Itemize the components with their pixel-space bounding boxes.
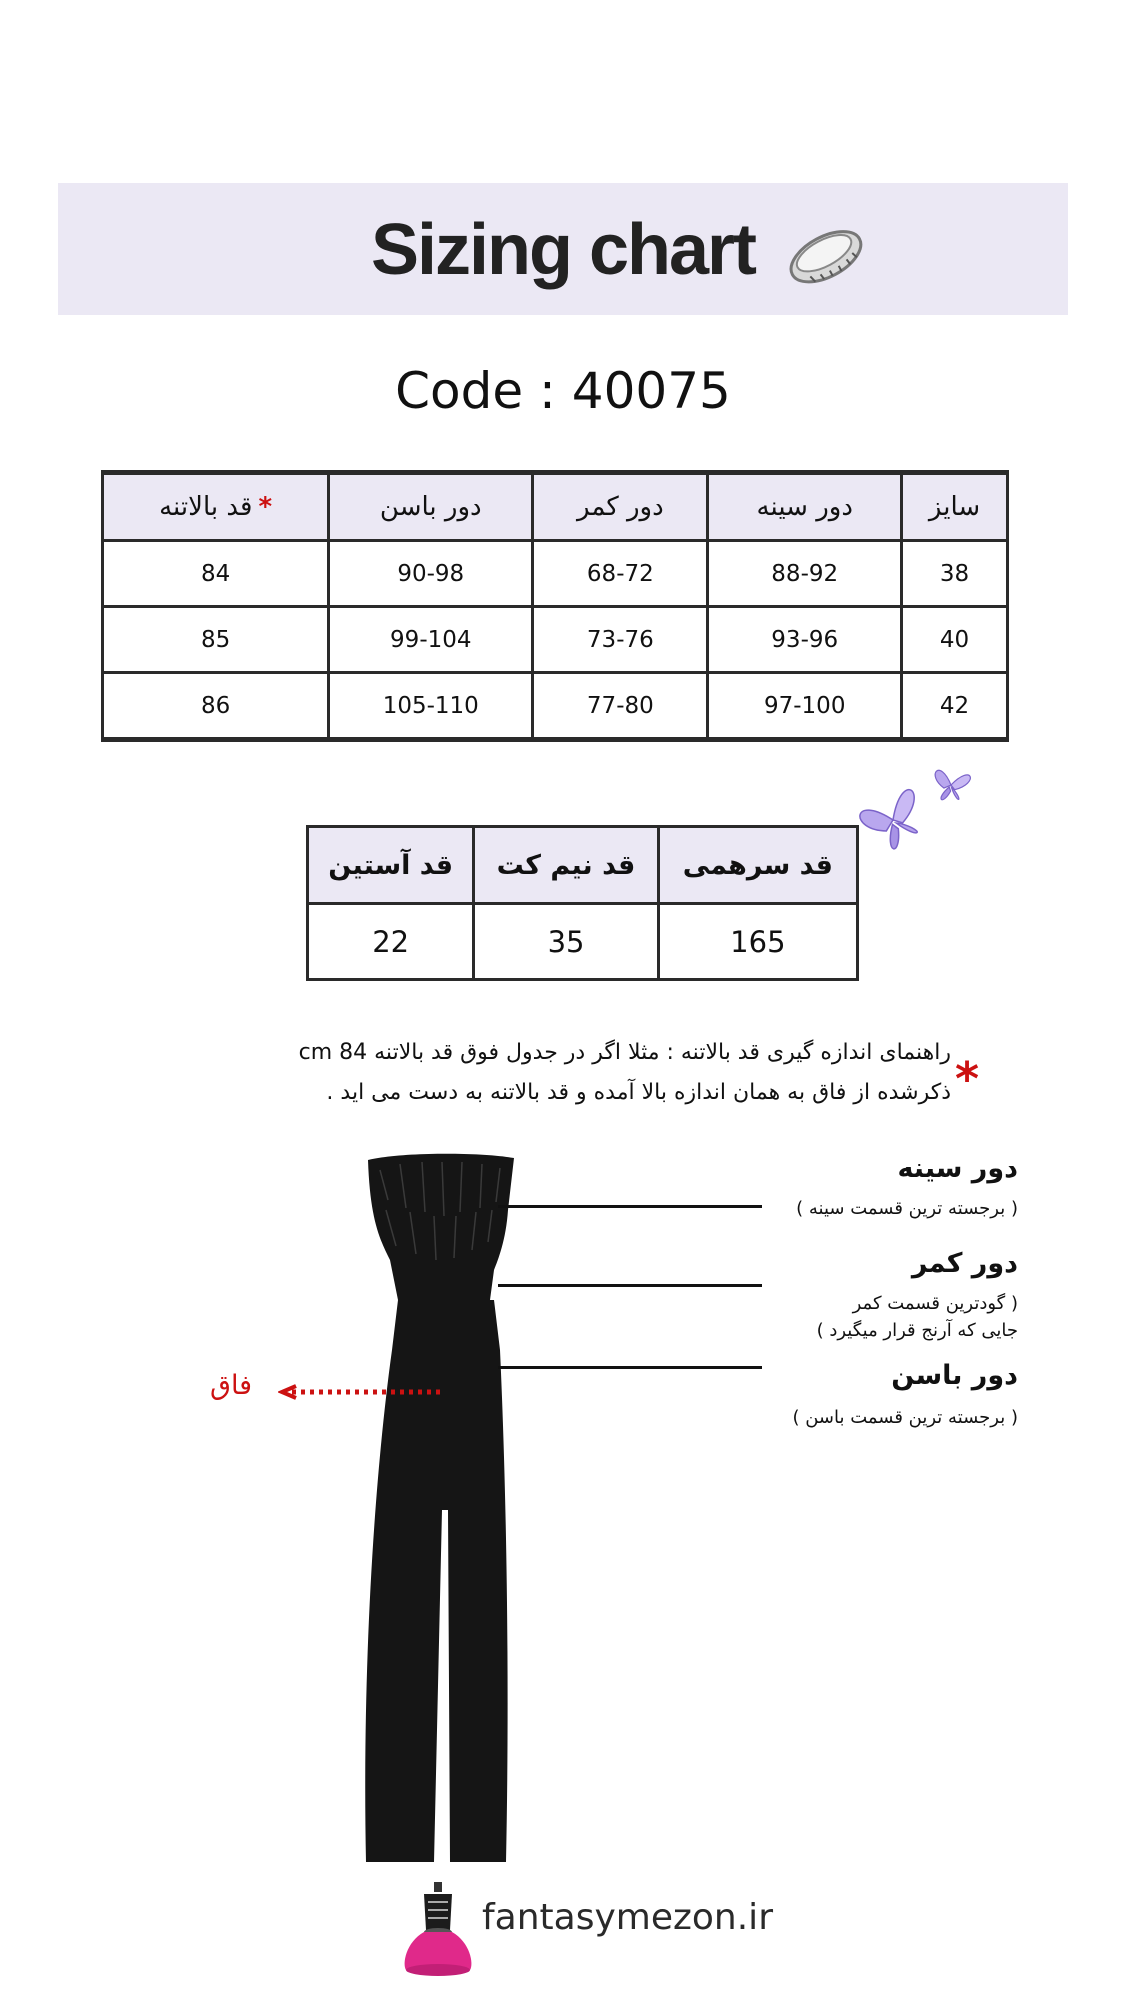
- header-torso-length: [103, 473, 329, 541]
- table-cell: 93-96: [708, 607, 902, 673]
- table-cell: 38: [902, 541, 1008, 607]
- table-row: [103, 607, 1008, 673]
- hip-description: ( برجسته ترین قسمت باسن ): [792, 1407, 1018, 1428]
- crotch-label: فاق: [210, 1370, 253, 1401]
- table-cell: 105-110: [329, 673, 533, 740]
- header-hip: دور باسن: [329, 473, 533, 541]
- header-size: سایز: [902, 473, 1008, 541]
- table-cell: 40: [902, 607, 1008, 673]
- note-asterisk-icon: *: [955, 1052, 980, 1106]
- note-line-2: ذکرشده از فاق به همان اندازه بالا آمده و قد بالاتنه به دست می اید .: [326, 1080, 951, 1105]
- chest-title: دور سینه: [897, 1153, 1018, 1184]
- asterisk-icon: *: [258, 492, 273, 522]
- jumpsuit-figure: [330, 1150, 560, 1870]
- chest-guide-line: [498, 1205, 762, 1208]
- measuring-tape-icon: [780, 219, 870, 291]
- table-cell: 90-98: [329, 541, 533, 607]
- header-torso-length-label: قد بالاتنه: [159, 492, 253, 522]
- table-cell: 42: [902, 673, 1008, 740]
- banner-title: Sizing chart: [370, 210, 756, 290]
- waist-guide-line: [498, 1284, 762, 1287]
- size-table: [101, 470, 1009, 742]
- table-cell: 84: [103, 541, 329, 607]
- note-line-1: راهنمای اندازه گیری قد بالاتنه : مثلا اگر در جدول فوق قد بالاتنه 84 cm: [298, 1040, 951, 1065]
- dress-logo-icon: [398, 1878, 478, 1978]
- chest-description: ( برجسته ترین قسمت سینه ): [796, 1198, 1018, 1219]
- table-cell: 165: [658, 904, 857, 980]
- header-jumpsuit-length: قد سرهمی: [658, 827, 857, 904]
- waist-description-2: جایی که آرنج قرار میگیرد ): [816, 1320, 1018, 1341]
- header-chest: دور سینه: [708, 473, 902, 541]
- waist-title: دور کمر: [911, 1248, 1018, 1279]
- crotch-arrow-icon: [278, 1372, 448, 1412]
- table-cell: 73-76: [533, 607, 708, 673]
- size-table-header-row: [103, 473, 1008, 541]
- product-code: Code : 40075: [395, 362, 731, 420]
- table-cell: 86: [103, 673, 329, 740]
- length-table-header-row: [308, 827, 858, 904]
- header-waist: دور کمر: [533, 473, 708, 541]
- hip-title: دور باسن: [891, 1360, 1018, 1391]
- sizing-chart-banner: [58, 183, 1068, 315]
- table-cell: 88-92: [708, 541, 902, 607]
- hip-guide-line: [498, 1366, 762, 1369]
- table-cell: 97-100: [708, 673, 902, 740]
- header-half-coat-length: قد نیم کت: [474, 827, 658, 904]
- table-cell: 22: [308, 904, 474, 980]
- site-url[interactable]: fantasymezon.ir: [482, 1897, 773, 1938]
- table-cell: 85: [103, 607, 329, 673]
- table-cell: 68-72: [533, 541, 708, 607]
- table-cell: 99-104: [329, 607, 533, 673]
- length-table: [306, 825, 859, 981]
- table-row: [308, 904, 858, 980]
- table-cell: 35: [474, 904, 658, 980]
- table-cell: 77-80: [533, 673, 708, 740]
- waist-description-1: ( گودترین قسمت کمر: [852, 1293, 1018, 1314]
- table-row: [103, 673, 1008, 740]
- header-sleeve-length: قد آستین: [308, 827, 474, 904]
- table-row: [103, 541, 1008, 607]
